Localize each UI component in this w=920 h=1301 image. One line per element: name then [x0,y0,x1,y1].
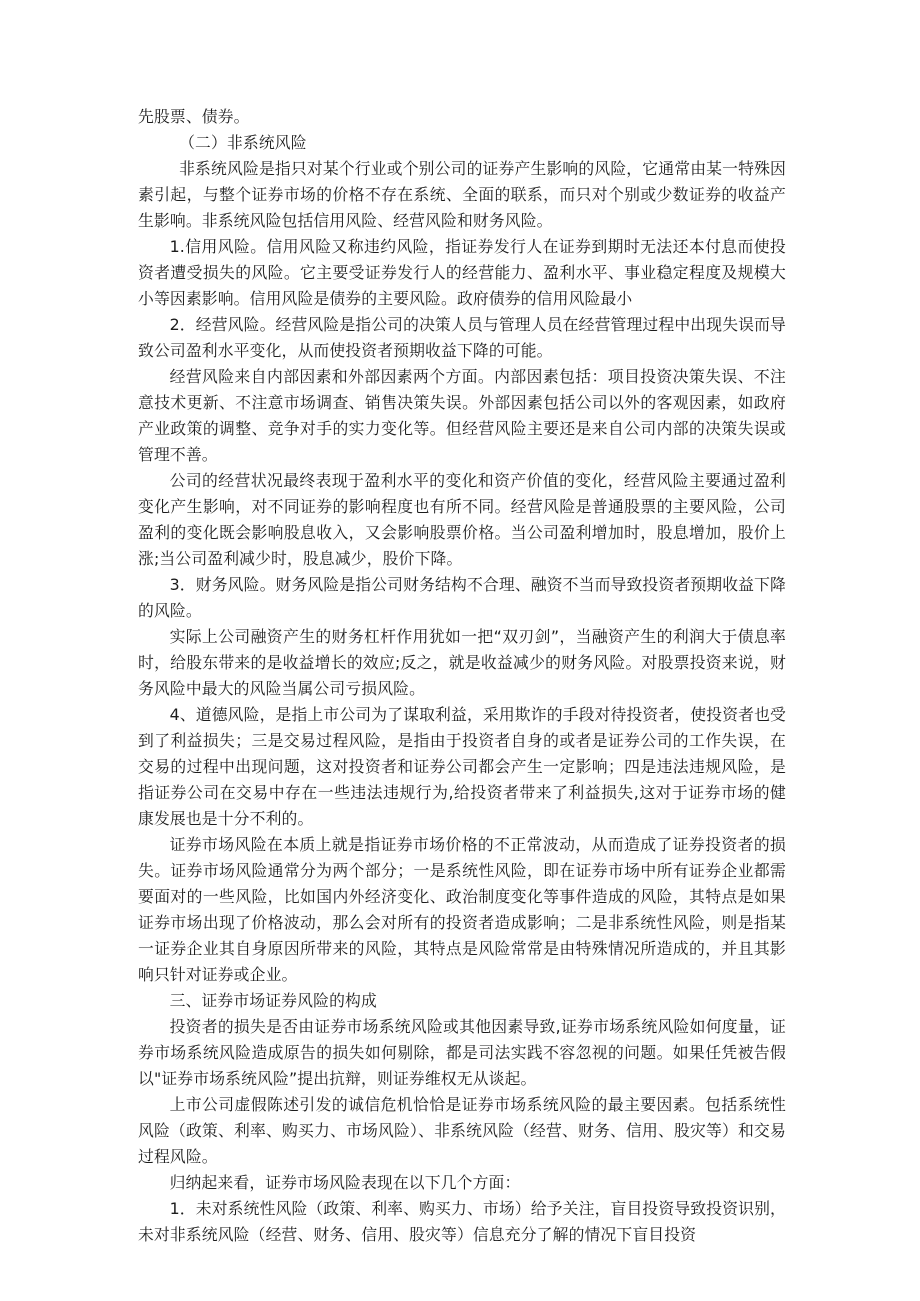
paragraph-market-risk-overview: 证券市场风险在本质上就是指证券市场价格的不正常波动，从而造成了证券投资者的损失。证券市场风险通常分为两个部分；一是系统性风险，即在证券市场中所有证券企业都需要面对的一些风险，比如国内外经济变化、政治制度变化等事件造成的风险，其特点是如果证券市场出现了价格波动，那么会对所有的投资者造成影响；二是非系统性风险，则是指某一证券企业其自身原因所带来的风险，其特点是风险常常是由特殊情况所造成的，并且其影响只针对证券或企业。 [138,835,786,984]
paragraph-continuation: 先股票、债券。 [138,107,250,126]
paragraph-moral-risk: 4、道德风险，是指上市公司为了谋取利益，采用欺诈的手段对待投资者，使投资者也受到了利益损失；三是交易过程风险，是指由于投资者自身的或者是证券公司的工作失误，在交易的过程中出现问题，这对投资者和证券公司都会产生一定影响；四是违法违规风险，是指证券公司在交易中存在一些违法违规行为,给投资者带来了利益损失,这对于证券市场的健康发展也是十分不利的。 [138,705,786,828]
paragraph-financial-risk: 3．财务风险。财务风险是指公司财务结构不合理、融资不当而导致投资者预期收益下降的风险。 [138,575,786,620]
paragraph-investor-loss: 投资者的损失是否由证券市场系统风险或其他因素导致,证券市场系统风险如何度量，证券市场系统风险造成原告的损失如何剔除，都是司法实践不容忽视的问题。如果任凭被告假以"证券市场系统风险”提出抗辩，则证券维权无从谈起。 [138,1017,786,1088]
section-heading-non-systematic-risk: （二）非系统风险 [179,133,307,152]
section-heading-risk-composition: 三、证券市场证券风险的构成 [169,991,377,1010]
paragraph-list-item-1: 1．未对系统性风险（政策、利率、购买力、市场）给予关注，盲目投资导致投资识别，未对非系统风险（经营、财务、信用、股灾等）信息充分了解的情况下盲目投资 [138,1199,786,1244]
paragraph-non-systematic-risk-definition: 非系统风险是指只对某个行业或个别公司的证券产生影响的风险，它通常由某一特殊因素引起，与整个证券市场的价格不存在系统、全面的联系，而只对个别或少数证券的收益产生影响。非系统风险包括信用风险、经营风险和财务风险。 [138,159,786,230]
paragraph-operating-risk-sources: 经营风险来自内部因素和外部因素两个方面。内部因素包括：项目投资决策失误、不注意技术更新、不注意市场调查、销售决策失误。外部因素包括公司以外的客观因素，如政府产业政策的调整、竞争对手的实力变化等。但经营风险主要还是来自公司内部的决策失误或管理不善。 [138,367,786,464]
paragraph-operating-risk-impact: 公司的经营状况最终表现于盈利水平的变化和资产价值的变化，经营风险主要通过盈利变化产生影响，对不同证券的影响程度也有所不同。经营风险是普通股票的主要风险，公司盈利的变化既会影响股息收入，又会影响股票价格。当公司盈利增加时，股息增加，股价上涨;当公司盈利减少时，股息减少，股价下降。 [138,471,786,568]
paragraph-credit-risk: 1.信用风险。信用风险又称违约风险，指证券发行人在证券到期时无法还本付息而使投资者遭受损失的风险。它主要受证券发行人的经营能力、盈利水平、事业稳定程度及规模大小等因素影响。信用风险是债券的主要风险。政府债券的信用风险最小 [138,237,786,308]
paragraph-summary-intro: 归纳起来看，证券市场风险表现在以下几个方面： [169,1173,521,1192]
document-body [138,104,786,1248]
paragraph-false-statement: 上市公司虚假陈述引发的诚信危机恰恰是证券市场系统风险的最主要因素。包括系统性风险（政策、利率、购买力、市场风险）、非系统风险（经营、财务、信用、股灾等）和交易过程风险。 [138,1095,786,1166]
paragraph-operating-risk: 2．经营风险。经营风险是指公司的决策人员与管理人员在经营管理过程中出现失误而导致公司盈利水平变化，从而使投资者预期收益下降的可能。 [138,315,786,360]
paragraph-financial-leverage: 实际上公司融资产生的财务杠杆作用犹如一把“双刃剑”，当融资产生的利润大于债息率时，给股东带来的是收益增长的效应;反之，就是收益减少的财务风险。对股票投资来说，财务风险中最大的风险当属公司亏损风险。 [138,627,786,698]
